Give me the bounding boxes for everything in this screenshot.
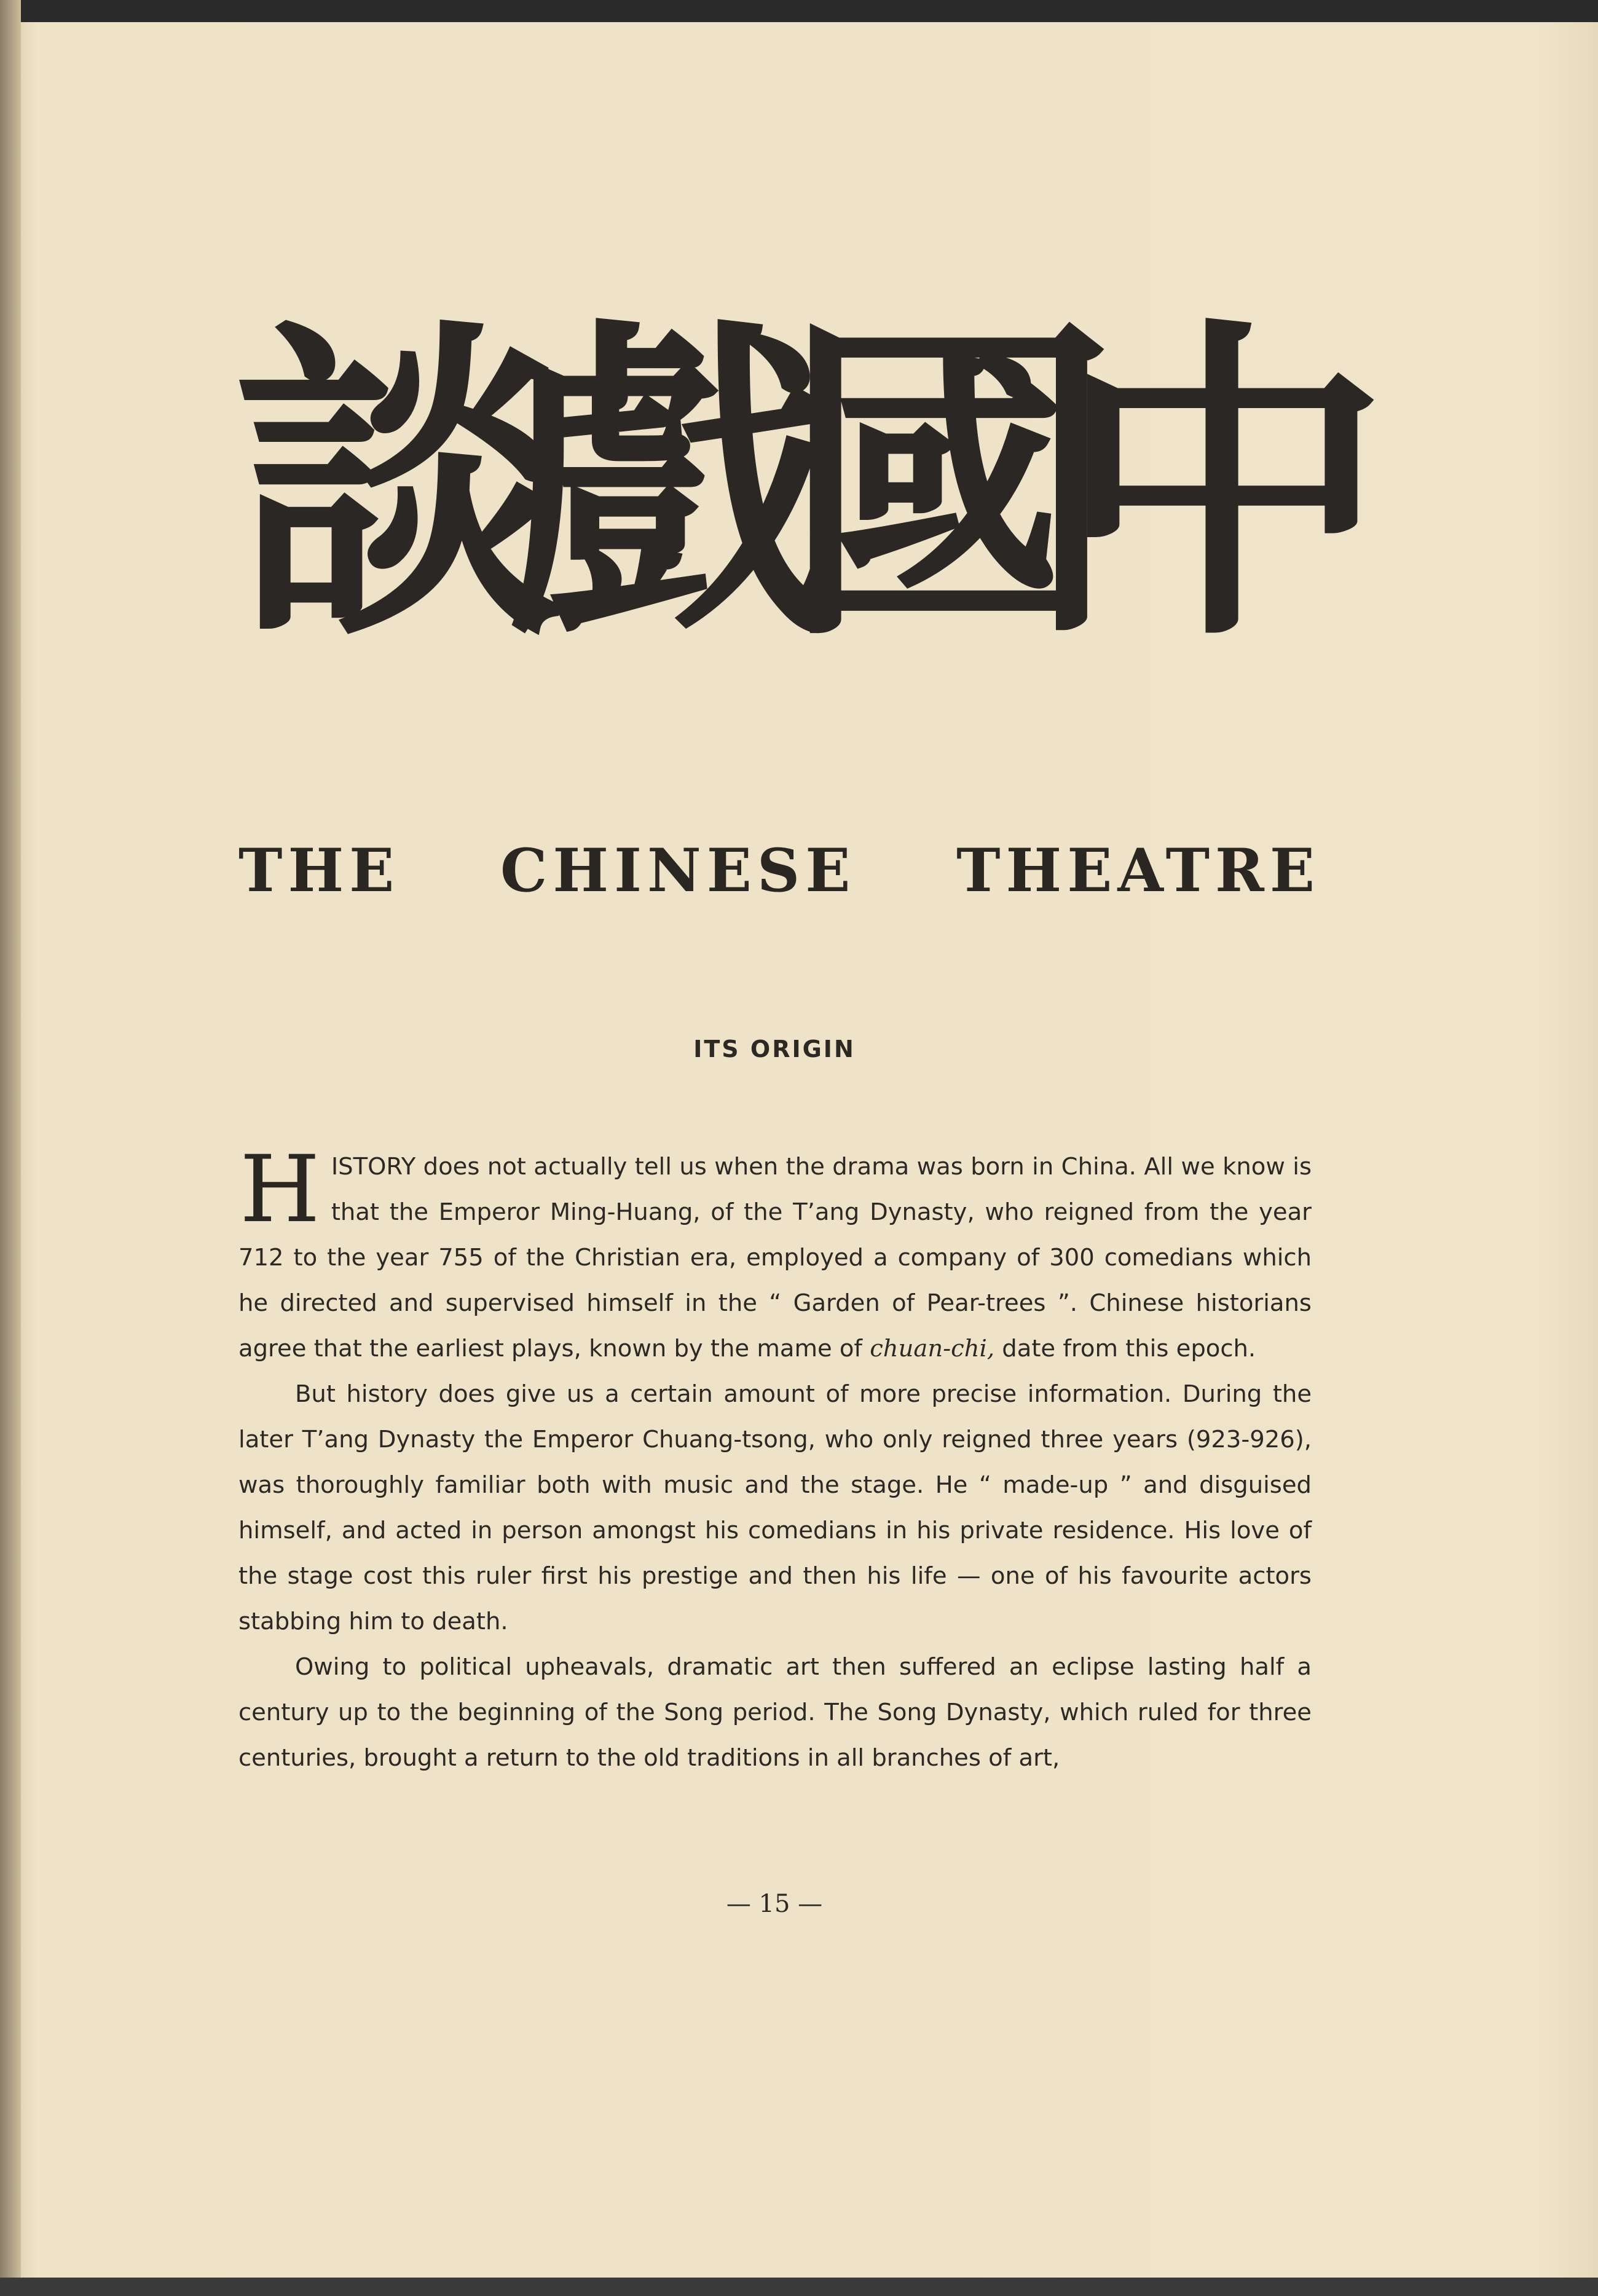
- page-left-edge: [0, 0, 21, 2296]
- chinese-calligraphy-title: [234, 289, 1389, 682]
- title-word-3: THEATRE: [956, 836, 1320, 905]
- chinese-char-4: 中: [1057, 291, 1389, 680]
- chinese-char-2: 戲: [508, 291, 840, 680]
- paragraph-2: But history does give us a certain amount of more precise information. During the later T’ang Dynasty the Emperor Chuang-tsong, who only reigned three years (923-926), was thoroughly familiar both with music and the stage. He “ made-up ” and disguised himself, and acted in person amongst his comedians in his private residence. His love of the stage cost this ruler first his prestige and then his life — one of his favourite actors stabbing him to death.: [238, 1380, 1312, 1635]
- page-number: — 15 —: [726, 1890, 823, 1918]
- title-word-2: CHINESE: [500, 836, 856, 905]
- drop-cap: H: [240, 1136, 320, 1243]
- chinese-char-1: 談: [234, 291, 565, 680]
- paragraph-3: Owing to political upheavals, dramatic art then suffered an eclipse lasting half a century up to the beginning of the Song period. The Song Dynasty, which ruled for three centuries, brought a return to the old traditions in all branches of art,: [238, 1653, 1312, 1772]
- page-title: [238, 836, 1320, 905]
- page-bottom-edge: [0, 2278, 1598, 2296]
- paragraph-1-end: date from this epoch.: [994, 1335, 1256, 1362]
- paragraph-1-text: ISTORY does not actually tell us when the drama was born in China. All we know is that the Emperor Ming-Huang, of the T’ang Dynasty, who reigned from the year 712 to the year 755 of the Christian era, employed a company of 300 comedians which he directed and supervised himself in the “ Garden of Pear-trees ”. Chinese historians agree that the earliest plays, known by the mame of: [238, 1153, 1312, 1362]
- title-word-1: THE: [238, 836, 400, 905]
- chinese-char-3: 國: [782, 291, 1115, 680]
- body-text: [238, 1136, 1312, 1781]
- paragraph-1-italic-term: chuan-chi,: [870, 1335, 995, 1362]
- paragraph-1: [238, 1136, 1312, 1372]
- page-top-edge: [0, 0, 1598, 22]
- section-subtitle: ITS ORIGIN: [693, 1036, 856, 1063]
